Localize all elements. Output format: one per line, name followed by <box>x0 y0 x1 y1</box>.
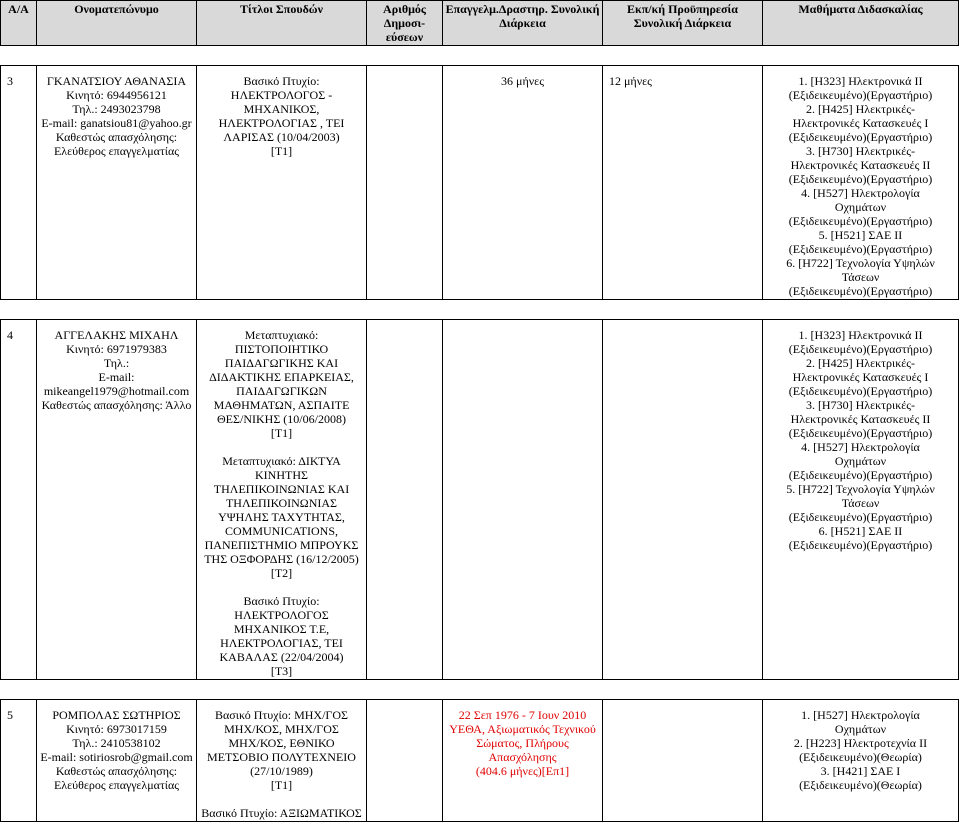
text-line: [Τ2] <box>270 566 293 580</box>
text-line: ΗΛΕΚΤΡΟΛΟΓΟΣ <box>234 608 329 622</box>
text-line: (Εξιδεικευμένο)(Θεωρία) <box>799 750 922 764</box>
text-line: (Εξιδεικευμένο)(Εργαστήριο) <box>788 130 933 144</box>
text-line: ΠΑΙΔΑΓΩΓΙΚΩΝ <box>236 384 327 398</box>
text-line: ΗΛΕΚΤΡΟΛΟΓΙΑΣ, ΤΕΙ <box>220 636 343 650</box>
text-line: ΡΟΜΠΟΛΑΣ ΣΩΤΗΡΙΟΣ <box>52 708 181 722</box>
text-line: ΜΗΧ/ΚΟΣ, ΜΗΧ/ΓΟΣ <box>224 722 339 736</box>
text-line: E-mail: sotiriosrob@gmail.com <box>40 750 193 764</box>
text-line: E-mail: <box>98 370 135 384</box>
text-line: [Τ1] <box>270 426 293 440</box>
text-line: 6. [Η521] ΣΑΕ ΙΙ <box>818 524 903 538</box>
text-line: Κινητό: 6973017159 <box>66 722 167 736</box>
degrees-cell <box>197 320 367 680</box>
courses-cell <box>763 320 959 680</box>
row-number: 5 <box>1 700 37 822</box>
spacer-row <box>1 680 959 700</box>
text-line: ΜΗΧΑΝΙΚΟΣ, <box>243 102 320 116</box>
text-line: 2. [Η223] Ηλεκτροτεχνία ΙΙ <box>793 736 928 750</box>
text-line: Καθεστώς απασχόλησης: Άλλο <box>41 398 192 412</box>
spacer-row <box>1 46 959 66</box>
courses-cell <box>763 700 959 822</box>
text-line: (Εξιδεικευμένο)(Θεωρία) <box>799 778 922 792</box>
person-cell <box>37 66 197 300</box>
text-line: (Εξιδεικευμένο)(Εργαστήριο) <box>788 88 933 102</box>
text-line: 22 Σεπ 1976 - 7 Ιουν 2010 <box>458 708 587 722</box>
text-line: Βασικό Πτυχίο: ΜΗΧ/ΓΟΣ <box>214 708 348 722</box>
text-line: (Εξιδεικευμένο)(Εργαστήριο) <box>788 214 933 228</box>
degrees-cell <box>197 700 367 822</box>
text-line: ΗΛΕΚΤΡΟΛΟΓΟΣ - <box>230 88 333 102</box>
text-line: Ηλεκτρονικές Κατασκευές Ι <box>792 370 929 384</box>
text-line: 6. [Η722] Τεχνολογία Υψηλών <box>786 256 935 270</box>
text-line: 5. [Η521] ΣΑΕ ΙΙ <box>818 228 903 242</box>
text-line: 2. [Η425] Ηλεκτρικές- <box>805 356 916 370</box>
text-line: ΘΕΣ/ΝΙΚΗΣ (10/06/2008) <box>217 412 346 426</box>
text-line: (Εξιδεικευμένο)(Εργαστήριο) <box>788 384 933 398</box>
text-line: (Εξιδεικευμένο)(Εργαστήριο) <box>788 468 933 482</box>
text-line: Βασικό Πτυχίο: <box>243 74 320 88</box>
text-line: Κινητό: 6971979383 <box>66 342 167 356</box>
text-line: ΓΚΑΝΑΤΣΙΟΥ ΑΘΑΝΑΣΙΑ <box>46 74 187 88</box>
text-line: 1. [Η323] Ηλεκτρονικά ΙΙ <box>798 74 923 88</box>
text-line: ΠΑΙΔΑΓΩΓΙΚΗΣ ΚΑΙ <box>224 356 339 370</box>
text-line: ΥΕΘΑ, Αξιωματικός Τεχνικού <box>449 722 596 736</box>
text-line: 2. [Η425] Ηλεκτρικές- <box>805 102 916 116</box>
professional-experience-cell: 36 μήνες <box>443 66 603 300</box>
text-line: Τηλ.: 2410538102 <box>72 736 161 750</box>
text-line: 4. [Η527] Ηλεκτρολογία <box>801 186 920 200</box>
text-line: ΜΗΧΑΝΙΚΟΣ Τ.Ε, <box>233 622 330 636</box>
text-line: COMMUNICATIONS, <box>224 524 338 538</box>
text-line: Μεταπτυχιακό: <box>244 328 319 342</box>
header-row <box>1 1 959 46</box>
text-line: Καθεστώς απασχόλησης: <box>55 764 178 778</box>
text-line: [Τ1] <box>270 144 293 158</box>
text-line: Τηλ.: <box>103 356 130 370</box>
text-line: (Εξιδεικευμένο)(Εργαστήριο) <box>788 342 933 356</box>
text-line: Βασικό Πτυχίο: <box>243 594 320 608</box>
text-line: 1. [Η527] Ηλεκτρολογία <box>801 708 920 722</box>
text-line <box>199 792 364 806</box>
text-line: (404.6 μήνες)[Επ1] <box>475 764 570 778</box>
text-line: ΗΛΕΚΤΡΟΛΟΓΙΑΣ , ΤΕΙ <box>218 116 345 130</box>
text-line: (Εξιδεικευμένο)(Εργαστήριο) <box>788 538 933 552</box>
text-line: Ελεύθερος επαγγελματίας <box>53 778 180 792</box>
professional-experience-cell <box>443 700 603 822</box>
text-line: Ηλεκτρονικές Κατασκευές Ι <box>792 116 929 130</box>
courses-cell <box>763 66 959 300</box>
text-line: 3. [Η730] Ηλεκτρικές- <box>805 398 916 412</box>
text-line: (27/10/1989) <box>250 764 313 778</box>
table-row <box>1 320 959 680</box>
header-courses: Μαθήματα Διδασκαλίας <box>763 1 959 46</box>
header-professional-experience: Επαγγελμ.Δραστηρ. Συνολική Διάρκεια <box>443 1 603 46</box>
text-line: ΥΨΗΛΗΣ ΤΑΧΥΤΗΤΑΣ, <box>218 510 345 524</box>
text-line: Οχημάτων <box>834 722 887 736</box>
text-line: (Εξιδεικευμένο)(Εργαστήριο) <box>788 284 933 298</box>
text-line: Κινητό: 6944956121 <box>66 88 167 102</box>
table-row <box>1 66 959 300</box>
person-cell <box>37 320 197 680</box>
text-line: Καθεστώς απασχόλησης: <box>55 130 178 144</box>
text-line: ΑΓΓΕΛΑΚΗΣ ΜΙΧΑΗΛ <box>54 328 179 342</box>
text-line: Οχημάτων <box>834 454 887 468</box>
teaching-experience-cell: 12 μήνες <box>603 66 763 300</box>
text-line: (Εξιδεικευμένο)(Εργαστήριο) <box>788 510 933 524</box>
text-line: Ηλεκτρονικές Κατασκευές ΙΙ <box>790 158 931 172</box>
row-number: 4 <box>1 320 37 680</box>
text-line: (Εξιδεικευμένο)(Εργαστήριο) <box>788 242 933 256</box>
text-line: ΤΗΣ ΟΞΦΟΡΔΗΣ (16/12/2005) <box>204 552 359 566</box>
text-line: 1. [Η323] Ηλεκτρονικά ΙΙ <box>798 328 923 342</box>
text-line: mikeangel1979@hotmail.com <box>43 384 190 398</box>
text-line <box>199 580 364 594</box>
text-line: 5. [Η722] Τεχνολογία Υψηλών <box>786 482 935 496</box>
header-titles: Τίτλοι Σπουδών <box>197 1 367 46</box>
text-line: Τάσεων <box>841 270 880 284</box>
text-line: E-mail: ganatsiou81@yahoo.gr <box>41 116 192 130</box>
publications-cell <box>367 66 443 300</box>
text-line: Ελεύθερος επαγγελματίας <box>53 144 180 158</box>
header-aa: Α/Α <box>1 1 37 46</box>
text-line: ΜΑΘΗΜΑΤΩΝ, ΑΣΠΑΙΤΕ <box>213 398 350 412</box>
text-line: (Εξιδεικευμένο)(Εργαστήριο) <box>788 426 933 440</box>
text-line: ΜΗΧ/ΚΟΣ, ΕΘΝΙΚΟ <box>228 736 335 750</box>
text-line: ΚΙΝΗΤΗΣ <box>255 468 308 482</box>
text-line: 4. [Η527] Ηλεκτρολογία <box>801 440 920 454</box>
text-line <box>199 440 364 454</box>
text-line: Οχημάτων <box>834 200 887 214</box>
header-publications: Αριθμός Δημοσι-εύσεων <box>367 1 443 46</box>
row-number: 3 <box>1 66 37 300</box>
text-line: ΠΑΝΕΠΙΣΤΗΜΙΟ ΜΠΡΟΥΚΣ <box>204 538 359 552</box>
text-line: ΠΙΣΤΟΠΟΙΗΤΙΚΟ <box>234 342 329 356</box>
text-line: Σώματος, Πλήρους Απασχόλησης <box>476 736 569 764</box>
text-line: 3. [Η421] ΣΑΕ Ι <box>820 764 901 778</box>
header-name: Ονοματεπώνυμο <box>37 1 197 46</box>
text-line: Τηλ.: 2493023798 <box>72 102 161 116</box>
publications-cell <box>367 320 443 680</box>
text-line: Ηλεκτρονικές Κατασκευές ΙΙ <box>790 412 931 426</box>
text-line: ΚΑΒΑΛΑΣ (22/04/2004) <box>219 650 344 664</box>
text-line: ΤΗΛΕΠΙΚΟΙΝΩΝΙΑΣ ΚΑΙ <box>213 482 350 496</box>
text-line: 3. [Η730] Ηλεκτρικές- <box>805 144 916 158</box>
person-cell <box>37 700 197 822</box>
text-line: Μεταπτυχιακό: ΔΙΚΤΥΑ <box>222 454 341 468</box>
spacer-row <box>1 300 959 320</box>
text-line: Τάσεων <box>841 496 880 510</box>
text-line: ΜΕΤΣΟΒΙΟ ΠΟΛΥΤΕΧΝΕΙΟ <box>207 750 356 764</box>
teaching-experience-cell <box>603 320 763 680</box>
publications-cell <box>367 700 443 822</box>
text-line: Βασικό Πτυχίο: ΑΞΙΩΜΑΤΙΚΟΣ <box>201 806 362 820</box>
teaching-experience-cell <box>603 700 763 822</box>
header-teaching-experience: Εκπ/κή Προϋπηρεσία Συνολική Διάρκεια <box>603 1 763 46</box>
table-row <box>1 700 959 822</box>
degrees-cell <box>197 66 367 300</box>
text-line: [Τ1] <box>270 778 293 792</box>
text-line: ΛΑΡΙΣΑΣ (10/04/2003) <box>223 130 340 144</box>
text-line: [Τ3] <box>270 664 293 678</box>
text-line: ΤΗΛΕΠΙΚΟΙΝΩΝΙΑΣ <box>225 496 338 510</box>
text-line: (Εξιδεικευμένο)(Εργαστήριο) <box>788 172 933 186</box>
text-line: ΔΙΔΑΚΤΙΚΗΣ ΕΠΑΡΚΕΙΑΣ, <box>209 370 354 384</box>
professional-experience-cell <box>443 320 603 680</box>
